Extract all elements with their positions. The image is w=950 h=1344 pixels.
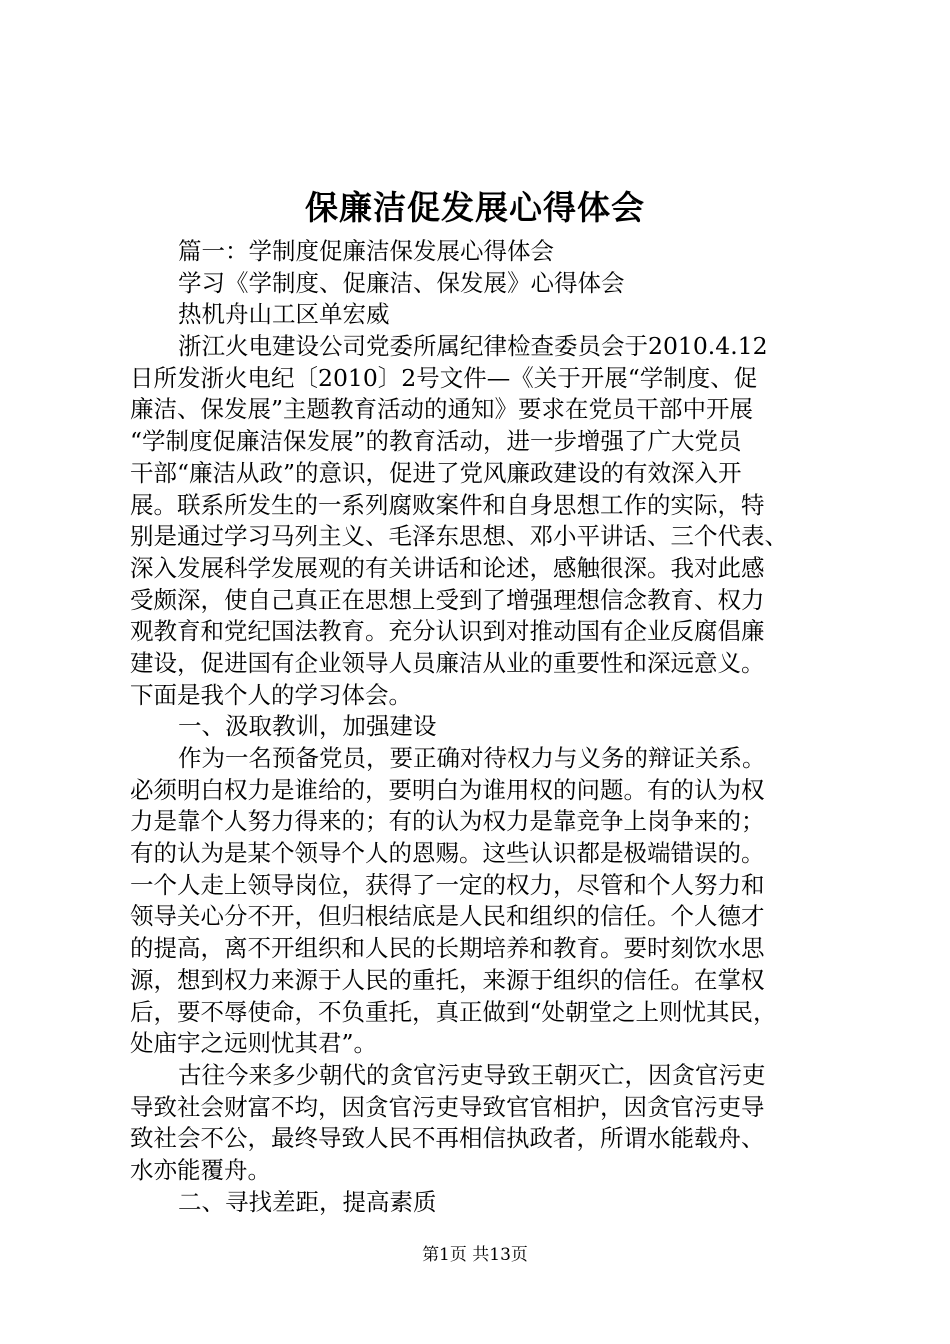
text-line: 廉洁、保发展”主题教育活动的通知》要求在党员干部中开展 [130, 395, 754, 424]
text-line: 力是靠个人努力得来的；有的认为权力是靠竞争上岗争来的； [130, 807, 765, 836]
text-line: 作为一名预备党员，要正确对待权力与义务的辩证关系。 [178, 744, 766, 772]
text-line: 导致社会财富不均，因贪官污吏导致官官相护，因贪官污吏导 [130, 1092, 765, 1121]
text-line: 受颇深，使自己真正在思想上受到了增强理想信念教育、权力 [130, 585, 765, 614]
text-line: 干部“廉洁从政”的意识，促进了党风廉政建设的有效深入开 [130, 458, 742, 487]
text-line: 古往今来多少朝代的贪官污吏导致王朝灭亡，因贪官污吏 [178, 1060, 766, 1089]
document-body [130, 236, 835, 1218]
text-line: 展。联系所发生的一系列腐败案件和自身思想工作的实际，特 [130, 490, 765, 519]
text-line: 浙江火电建设公司党委所属纪律检查委员会于2010.4.12 [178, 332, 768, 361]
text-line: “学制度促廉洁保发展”的教育活动，进一步增强了广大党员 [130, 427, 742, 456]
text-line: 下面是我个人的学习体会。 [130, 680, 412, 709]
text-line: 一个人走上领导岗位，获得了一定的权力，尽管和个人努力和 [130, 870, 765, 899]
text-line: 后，要不辱使命，不负重托，真正做到“处朝堂之上则忧其民， [130, 997, 777, 1026]
document-title: 保廉洁促发展心得体会 [305, 188, 645, 227]
text-line: 必须明白权力是谁给的，要明白为谁用权的问题。有的认为权 [130, 775, 765, 804]
text-line: 建设，促进国有企业领导人员廉洁从业的重要性和深远意义。 [130, 648, 765, 677]
text-line: 热机舟山工区单宏威 [178, 300, 390, 329]
text-line: 源，想到权力来源于人民的重托，来源于组织的信任。在掌权 [130, 965, 765, 994]
text-line: 致社会不公，最终导致人民不再相信执政者，所谓水能载舟、 [130, 1124, 765, 1153]
text-line: 观教育和党纪国法教育。充分认识到对推动国有企业反腐倡廉 [130, 617, 765, 646]
text-line: 别是通过学习马列主义、毛泽东思想、邓小平讲话、三个代表、 [130, 522, 788, 551]
text-line: 的提高，离不开组织和人民的长期培养和教育。要时刻饮水思 [130, 934, 765, 963]
text-line: 篇一：学制度促廉洁保发展心得体会 [178, 237, 554, 265]
text-line: 二、寻找差距，提高素质 [178, 1187, 437, 1216]
text-line: 一、汲取教训，加强建设 [178, 712, 437, 741]
text-line: 处庙宇之远则忧其君”。 [130, 1029, 378, 1058]
page-footer: 第1页 共13页 [422, 1245, 528, 1265]
text-line: 有的认为是某个领导个人的恩赐。这些认识都是极端错误的。 [130, 839, 765, 868]
text-line: 日所发浙火电纪〔2010〕2号文件—《关于开展“学制度、促 [130, 363, 758, 392]
text-line: 水亦能覆舟。 [130, 1155, 271, 1184]
text-line: 深入发展科学发展观的有关讲话和论述，感触很深。我对此感 [130, 553, 765, 582]
text-line: 领导关心分不开，但归根结底是人民和组织的信任。个人德才 [130, 902, 765, 931]
text-line: 学习《学制度、促廉洁、保发展》心得体会 [178, 268, 625, 297]
